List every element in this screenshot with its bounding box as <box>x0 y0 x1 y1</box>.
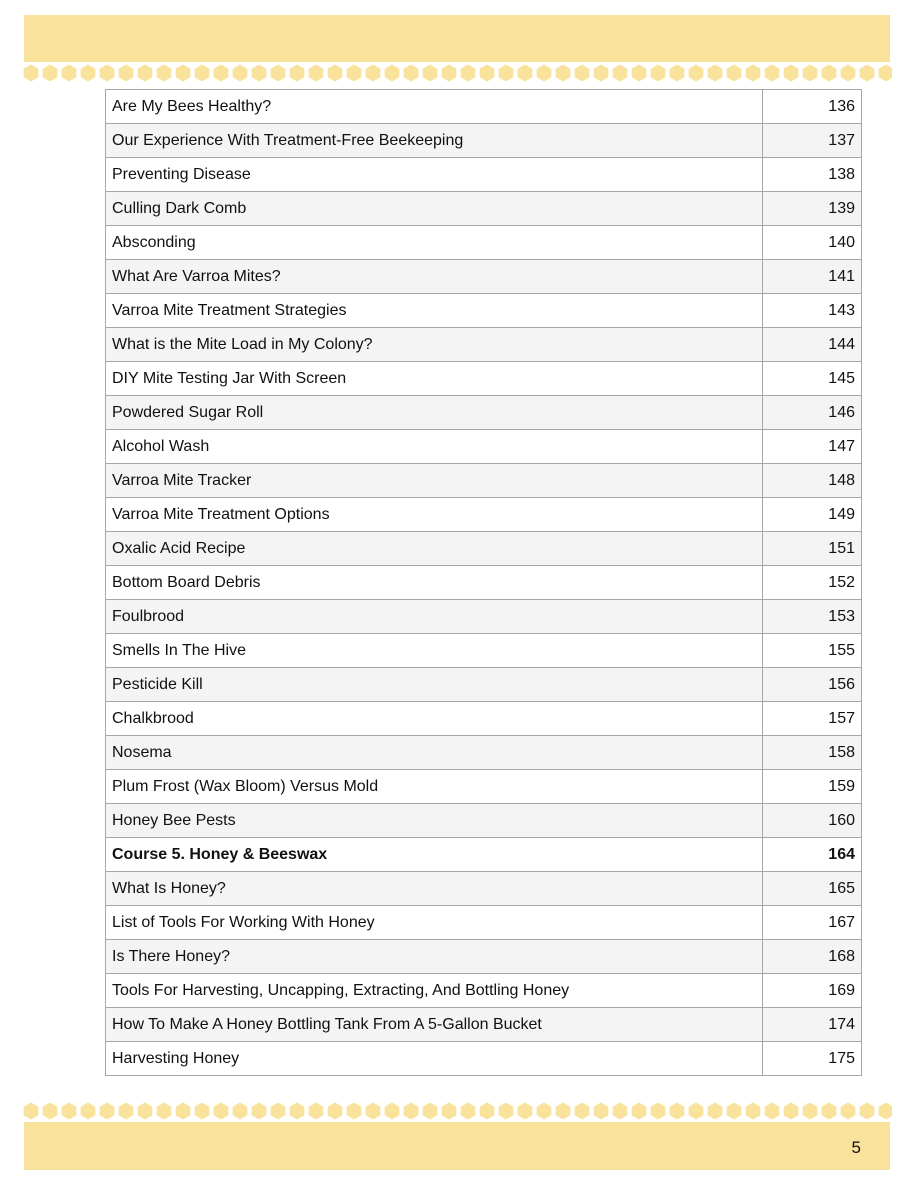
hexagon-shape <box>423 1103 438 1120</box>
hexagon-shape <box>613 65 628 82</box>
entry-page-number: 152 <box>763 566 862 600</box>
entry-title: Are My Bees Healthy? <box>106 90 763 124</box>
entry-title: Plum Frost (Wax Bloom) Versus Mold <box>106 770 763 804</box>
hexagon-shape <box>727 1103 742 1120</box>
hexagon-shape <box>727 65 742 82</box>
entry-page-number: 148 <box>763 464 862 498</box>
entry-page-number: 174 <box>763 1008 862 1042</box>
hexagon-shape <box>328 1103 343 1120</box>
hexagon-shape <box>81 65 96 82</box>
hexagon-shape <box>651 65 666 82</box>
hexagon-shape <box>689 65 704 82</box>
hexagon-shape <box>765 65 780 82</box>
entry-title: Tools For Harvesting, Uncapping, Extracting, And Bottling Honey <box>106 974 763 1008</box>
table-row <box>106 1042 862 1076</box>
table-row <box>106 668 862 702</box>
hexagon-shape <box>670 1103 685 1120</box>
entry-title: Smells In The Hive <box>106 634 763 668</box>
table-row <box>106 838 862 872</box>
entry-page-number: 151 <box>763 532 862 566</box>
hexagon-shape <box>442 65 457 82</box>
hexagon-shape <box>100 65 115 82</box>
hexagon-shape <box>24 1103 39 1120</box>
hexagon-shape <box>43 1103 58 1120</box>
entry-title: What Is Honey? <box>106 872 763 906</box>
entry-page-number: 175 <box>763 1042 862 1076</box>
hexagon-shape <box>784 65 799 82</box>
entry-page-number: 165 <box>763 872 862 906</box>
entry-title: Absconding <box>106 226 763 260</box>
entry-title: Oxalic Acid Recipe <box>106 532 763 566</box>
table-row <box>106 940 862 974</box>
entry-page-number: 145 <box>763 362 862 396</box>
hexagon-shape <box>575 1103 590 1120</box>
honeycomb-border-top <box>22 64 892 82</box>
hexagon-shape <box>594 65 609 82</box>
entry-title: DIY Mite Testing Jar With Screen <box>106 362 763 396</box>
header-band <box>24 15 890 62</box>
hexagon-shape <box>537 1103 552 1120</box>
hexagon-shape <box>290 65 305 82</box>
hexagon-shape <box>860 65 875 82</box>
hexagon-shape <box>879 1103 892 1120</box>
entry-title: Our Experience With Treatment-Free Beekeeping <box>106 124 763 158</box>
entry-page-number: 147 <box>763 430 862 464</box>
footer-band <box>24 1122 890 1170</box>
table-row <box>106 158 862 192</box>
hexagon-shape <box>43 65 58 82</box>
entry-title: Honey Bee Pests <box>106 804 763 838</box>
hexagon-shape <box>556 1103 571 1120</box>
hexagon-shape <box>803 65 818 82</box>
hexagon-shape <box>271 1103 286 1120</box>
table-row <box>106 124 862 158</box>
entry-page-number: 140 <box>763 226 862 260</box>
entry-title: Pesticide Kill <box>106 668 763 702</box>
hexagon-shape <box>385 1103 400 1120</box>
hexagon-shape <box>689 1103 704 1120</box>
hexagon-shape <box>290 1103 305 1120</box>
entry-page-number: 158 <box>763 736 862 770</box>
hexagon-shape <box>328 65 343 82</box>
entry-title: Culling Dark Comb <box>106 192 763 226</box>
hexagon-shape <box>879 65 892 82</box>
hexagon-shape <box>803 1103 818 1120</box>
table-row <box>106 260 862 294</box>
hexagon-shape <box>575 65 590 82</box>
hexagon-shape <box>195 1103 210 1120</box>
entry-title: Harvesting Honey <box>106 1042 763 1076</box>
entry-page-number: 153 <box>763 600 862 634</box>
entry-page-number: 156 <box>763 668 862 702</box>
hexagon-shape <box>24 65 39 82</box>
table-row <box>106 804 862 838</box>
hexagon-shape <box>841 1103 856 1120</box>
hexagon-shape <box>632 1103 647 1120</box>
hexagon-shape <box>119 65 134 82</box>
hexagon-shape <box>841 65 856 82</box>
hexagon-shape <box>347 65 362 82</box>
entry-title: What is the Mite Load in My Colony? <box>106 328 763 362</box>
hexagon-shape <box>138 65 153 82</box>
hexagon-shape <box>708 65 723 82</box>
hexagon-shape <box>822 1103 837 1120</box>
entry-page-number: 146 <box>763 396 862 430</box>
hexagon-shape <box>537 65 552 82</box>
hexagon-shape <box>423 65 438 82</box>
table-row <box>106 192 862 226</box>
hexagon-shape <box>784 1103 799 1120</box>
entry-page-number: 155 <box>763 634 862 668</box>
hexagon-shape <box>119 1103 134 1120</box>
entry-title: What Are Varroa Mites? <box>106 260 763 294</box>
table-row <box>106 90 862 124</box>
hexagon-shape <box>81 1103 96 1120</box>
hexagon-shape <box>385 65 400 82</box>
table-row <box>106 702 862 736</box>
hexagon-shape <box>651 1103 666 1120</box>
hexagon-shape <box>822 65 837 82</box>
hexagon-shape <box>556 65 571 82</box>
hexagon-shape <box>518 65 533 82</box>
entry-page-number: 167 <box>763 906 862 940</box>
entry-title: Varroa Mite Treatment Strategies <box>106 294 763 328</box>
table-row <box>106 906 862 940</box>
hexagon-shape <box>670 65 685 82</box>
entry-page-number: 144 <box>763 328 862 362</box>
hexagon-shape <box>461 65 476 82</box>
hexagon-shape <box>271 65 286 82</box>
entry-page-number: 137 <box>763 124 862 158</box>
hexagon-shape <box>518 1103 533 1120</box>
entry-title: Course 5. Honey & Beeswax <box>106 838 763 872</box>
hexagon-shape <box>860 1103 875 1120</box>
hexagon-shape <box>765 1103 780 1120</box>
entry-page-number: 168 <box>763 940 862 974</box>
entry-title: Bottom Board Debris <box>106 566 763 600</box>
hexagon-shape <box>252 1103 267 1120</box>
hexagon-shape <box>233 1103 248 1120</box>
entry-title: Preventing Disease <box>106 158 763 192</box>
table-row <box>106 736 862 770</box>
entry-page-number: 136 <box>763 90 862 124</box>
hexagon-shape <box>366 1103 381 1120</box>
entry-title: Varroa Mite Treatment Options <box>106 498 763 532</box>
entry-page-number: 141 <box>763 260 862 294</box>
table-row <box>106 974 862 1008</box>
hexagon-shape <box>252 65 267 82</box>
table-row <box>106 770 862 804</box>
hexagon-shape <box>100 1103 115 1120</box>
hexagon-shape <box>499 1103 514 1120</box>
hexagon-shape <box>138 1103 153 1120</box>
hexagon-shape <box>442 1103 457 1120</box>
hexagon-shape <box>176 1103 191 1120</box>
table-row <box>106 294 862 328</box>
hexagon-shape <box>632 65 647 82</box>
hexagon-shape <box>347 1103 362 1120</box>
hexagon-shape <box>176 65 191 82</box>
hexagon-shape <box>404 1103 419 1120</box>
hexagon-shape <box>594 1103 609 1120</box>
hexagon-shape <box>62 65 77 82</box>
entry-title: Nosema <box>106 736 763 770</box>
entry-title: Chalkbrood <box>106 702 763 736</box>
table-row <box>106 566 862 600</box>
entry-page-number: 160 <box>763 804 862 838</box>
table-row <box>106 532 862 566</box>
entry-title: Varroa Mite Tracker <box>106 464 763 498</box>
hexagon-shape <box>157 65 172 82</box>
entry-page-number: 164 <box>763 838 862 872</box>
table-row <box>106 464 862 498</box>
table-row <box>106 328 862 362</box>
hexagon-shape <box>404 65 419 82</box>
table-row <box>106 1008 862 1042</box>
table-row <box>106 634 862 668</box>
hexagon-shape <box>499 65 514 82</box>
honeycomb-border-bottom <box>22 1102 892 1120</box>
table-row <box>106 600 862 634</box>
hexagon-shape <box>746 65 761 82</box>
entry-page-number: 138 <box>763 158 862 192</box>
hexagon-shape <box>366 65 381 82</box>
table-row <box>106 498 862 532</box>
entry-page-number: 149 <box>763 498 862 532</box>
table-row <box>106 362 862 396</box>
entry-page-number: 169 <box>763 974 862 1008</box>
hexagon-shape <box>309 1103 324 1120</box>
entry-title: Powdered Sugar Roll <box>106 396 763 430</box>
hexagon-shape <box>195 65 210 82</box>
hexagon-shape <box>309 65 324 82</box>
entry-title: Foulbrood <box>106 600 763 634</box>
hexagon-shape <box>746 1103 761 1120</box>
entry-page-number: 157 <box>763 702 862 736</box>
hexagon-shape <box>62 1103 77 1120</box>
hexagon-shape <box>157 1103 172 1120</box>
hexagon-shape <box>613 1103 628 1120</box>
entry-page-number: 139 <box>763 192 862 226</box>
entry-page-number: 143 <box>763 294 862 328</box>
entry-title: Alcohol Wash <box>106 430 763 464</box>
page-number: 5 <box>851 1138 861 1157</box>
hexagon-shape <box>480 1103 495 1120</box>
entry-title: List of Tools For Working With Honey <box>106 906 763 940</box>
entry-page-number: 159 <box>763 770 862 804</box>
hexagon-shape <box>214 65 229 82</box>
hexagon-shape <box>233 65 248 82</box>
entry-title: How To Make A Honey Bottling Tank From A 5-Gallon Bucket <box>106 1008 763 1042</box>
hexagon-shape <box>708 1103 723 1120</box>
table-row <box>106 872 862 906</box>
table-row <box>106 430 862 464</box>
table-of-contents <box>105 89 862 1076</box>
table-row <box>106 396 862 430</box>
hexagon-shape <box>461 1103 476 1120</box>
hexagon-shape <box>214 1103 229 1120</box>
table-row <box>106 226 862 260</box>
hexagon-shape <box>480 65 495 82</box>
entry-title: Is There Honey? <box>106 940 763 974</box>
